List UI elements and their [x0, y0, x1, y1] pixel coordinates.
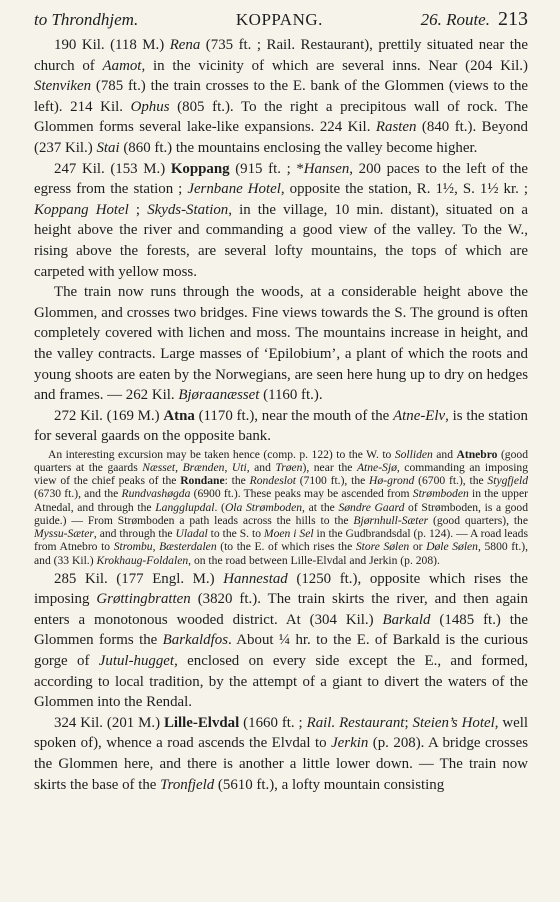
text-run: ; [404, 714, 413, 731]
text-run: The train now runs through the woods, at a considerable height above the Glommen, and crosses two bridges. Fine views towards the S. The ground is often completely covered with lichen and moss. The mountains increase in height, and the valley contracts. Large masses of ‘Epilobium’, a plant of which the roots and young shoots are eaten by the Norwegians, are seen here hung up to dry on hedges and frames. — 262 Kil. [34, 284, 528, 404]
text-run: Hannestad [223, 570, 288, 587]
text-run: Strombu [113, 540, 153, 554]
header-title: KOPPANG. [235, 10, 323, 29]
text-run: , at the [302, 500, 339, 514]
text-run: (6700 ft.), the [414, 474, 488, 488]
text-run: Bjørnhull-Sæter [353, 513, 429, 527]
text-run: (1485 ft.) the Glommen forms the [34, 611, 528, 649]
excursion-note [34, 448, 528, 567]
text-run: (6730 ft.), and the [34, 487, 122, 501]
body-text [34, 35, 528, 795]
text-run: of Strømboden, is a good guide.) — From Strømboden a path leads across the hills to the [34, 500, 529, 527]
text-run: Stai [96, 139, 120, 156]
text-run: , [175, 461, 183, 475]
text-run: , is the station for several gaards on the opposite bank. [34, 407, 528, 445]
text-run: Rena [169, 37, 201, 53]
text-run: (915 ft. ; * [229, 160, 304, 177]
text-run: Grøttingbratten [96, 591, 191, 608]
text-run: , and through the [93, 527, 176, 541]
text-run: (1160 ft.). [259, 387, 323, 404]
text-run: , on the road between Lille-Elvdal and Jerkin (p. 208). [188, 553, 440, 567]
text-run: Skyds-Station [147, 201, 229, 218]
text-run: in the upper Atnedal, and through the [34, 487, 528, 514]
text-run: , in the village, 10 min. distant), situated on a height above the river and commanding a good view of the valley. To the W., rising above the forests, are several lofty mountains, the tops of which are carpeted with yellow moss. [34, 201, 528, 280]
text-run: An interesting excursion may be taken hence (comp. p. 122) to the W. to [48, 447, 395, 461]
text-run: ; [128, 201, 148, 218]
text-run: or [409, 540, 427, 554]
text-run: Steien’s Hotel [412, 714, 495, 731]
text-run: (860 ft.) the mountains enclosing the valley become higher. [119, 139, 478, 156]
running-header [34, 8, 528, 31]
text-run: ), near the [302, 461, 357, 475]
text-run: (good quarters at the gaards [34, 447, 528, 475]
text-run: Krokhaug-Foldalen [96, 553, 189, 567]
paragraph [34, 713, 528, 795]
text-run: Jutul-hugget [98, 653, 175, 670]
text-run: (5610 ft.), a lofty mountain consisting [214, 776, 445, 793]
text-run: Tronfjeld [160, 776, 215, 793]
text-run: Stenviken [34, 78, 92, 95]
text-run: Trøen [275, 461, 303, 475]
paragraph [34, 35, 528, 159]
text-run: Langglupdal [155, 500, 215, 514]
text-run: Moen i Sel [263, 527, 314, 541]
header-right [421, 8, 528, 31]
text-run: (1660 ft. ; [239, 714, 307, 731]
text-run: , [152, 540, 160, 554]
text-run: Rasten [375, 119, 417, 136]
text-run: 190 Kil. (118 M.) [54, 37, 170, 53]
text-run: and [432, 447, 457, 461]
text-run: , 5800 ft.), and (33 Kil.) [34, 540, 529, 567]
text-run: Strømboden [412, 487, 469, 501]
text-run: . ( [214, 500, 225, 514]
text-run: , and [246, 461, 276, 475]
text-run: Jerkin [331, 735, 369, 752]
text-run: (805 ft.). To the right a precipitous wall of rock. The Glommen forms several lake-like expansions. 224 Kil. [34, 98, 529, 136]
text-run: Næsset [142, 461, 176, 475]
text-run: Atne-Elv [393, 407, 446, 424]
text-run: Aamot [102, 57, 142, 74]
text-run: Koppang Hotel [34, 201, 129, 218]
text-run: (840 ft.). Beyond (237 Kil.) [34, 119, 528, 156]
text-run: Brænden [182, 461, 225, 475]
text-run: , commanding an imposing view of the chief peaks of the [34, 461, 529, 488]
text-run: Solliden [394, 447, 433, 461]
paragraph [34, 406, 528, 447]
text-run: , in the vicinity of which are several inns. Near (204 Kil.) [141, 57, 528, 74]
paragraph [34, 569, 528, 713]
text-run: Stygfjeld [487, 474, 528, 488]
text-run: Ophus [130, 98, 170, 115]
text-run: Lille-Elvdal [163, 714, 240, 731]
text-run: (1170 ft.), near the mouth of the [194, 407, 394, 424]
text-run: Ola Strømboden [224, 500, 303, 514]
text-run: in the Gudbrandsdal (p. 124). — A road leads from Atnebro to [34, 527, 528, 554]
text-run: Atne-Sjø [356, 461, 397, 475]
text-run: (785 ft.) the train crosses to the E. bank of the Glommen (views to the left). 214 Kil. [34, 78, 528, 115]
text-run: , 200 paces to the left of the egress from the station ; [34, 160, 528, 198]
text-run: Uti [231, 461, 247, 475]
text-run: (to the E. of which rises the [216, 540, 356, 554]
text-run: 285 Kil. (177 Engl. M.) [54, 570, 224, 587]
text-run: (7100 ft.), the [295, 474, 370, 488]
text-run: Myssu-Sæter [34, 527, 94, 541]
header-route: 26. Route. [420, 10, 490, 29]
text-run: (p. 208). A bridge crosses the Glommen here, and there is another a little lower down. — The train now skirts the base of the [34, 735, 528, 793]
text-run: Søndre Gaard [338, 500, 405, 514]
text-run: 272 Kil. (169 M.) [54, 407, 164, 424]
text-run: to the S. to [207, 527, 264, 541]
text-run: Barkald [382, 611, 431, 628]
text-run: (1250 ft.), opposite which rises the imposing [34, 570, 528, 608]
text-run: (6900 ft.). These peaks may be ascended from [190, 487, 413, 501]
text-run: , [224, 461, 232, 475]
text-run: Koppang [170, 160, 230, 177]
text-run: Barkaldfos [162, 632, 229, 649]
text-run: Uladal [175, 527, 208, 541]
header-left: to Throndhjem. [34, 10, 139, 29]
text-run: Døle Sølen [426, 540, 478, 554]
text-run: Rondeslot [249, 474, 296, 488]
text-run: Bjøraanæsset [178, 387, 260, 404]
text-run: (3820 ft.). The train skirts the river, and then again enters a monotonous wooded district. At (304 Kil.) [34, 591, 529, 628]
paragraph [34, 159, 528, 283]
text-run: : the [224, 474, 250, 488]
text-run: . About ¼ hr. to the E. of Barkald is the curious gorge of [34, 632, 528, 670]
text-run: , enclosed on every side except the E., and formed, according to local tradition, by the attempt of a giant to divert the waters of the Glommen into the Rendal. [34, 653, 529, 711]
text-run: Rundvashøgda [121, 487, 191, 501]
page-number: 213 [497, 8, 528, 30]
text-run: Jernbane Hotel [187, 181, 281, 198]
paragraph [34, 282, 528, 406]
text-run: Bæsterdalen [159, 540, 217, 554]
text-run: 247 Kil. (153 M.) [54, 160, 171, 177]
text-run: Rondane [180, 474, 225, 488]
text-run: Atnebro [456, 447, 498, 461]
text-run: 324 Kil. (201 M.) [54, 714, 164, 731]
text-run: Atna [163, 407, 195, 424]
text-run: Hansen [303, 160, 350, 177]
text-run: Rail. Restaurant [306, 714, 405, 731]
text-run: Hø-grond [369, 474, 415, 488]
text-run: (735 ft. ; Rail. Restaurant), prettily situated near the church of [34, 37, 528, 74]
text-run: , opposite the station, R. 1½, S. 1½ kr. ; [280, 181, 528, 198]
text-run: , well spoken of), whence a road ascends the Elvdal to [34, 714, 528, 752]
text-run: Store Sølen [355, 540, 410, 554]
text-run: (good quarters), the [428, 513, 528, 527]
